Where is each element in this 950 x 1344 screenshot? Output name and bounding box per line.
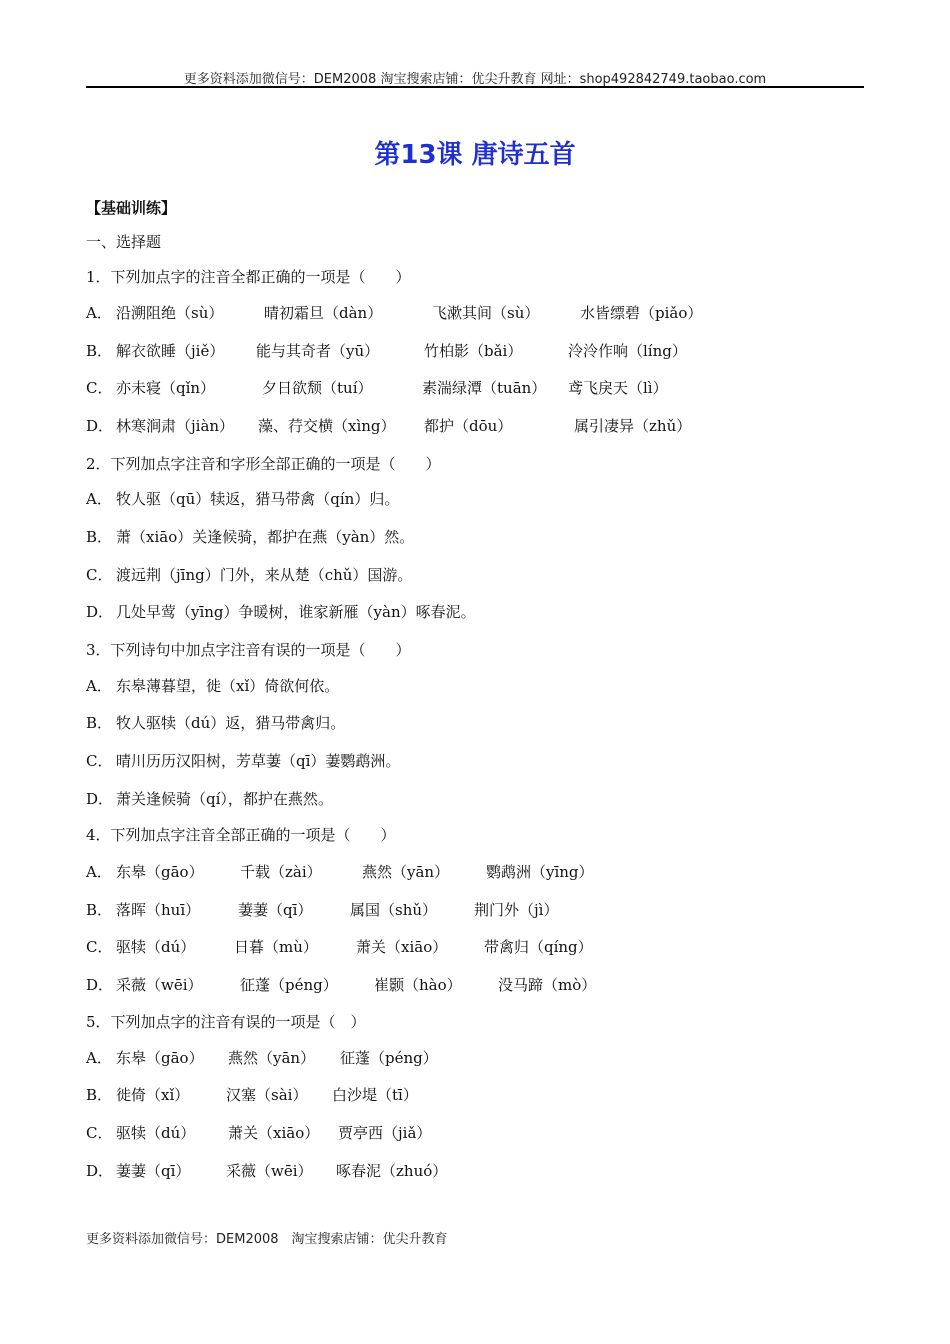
q1-b-3: 竹柏影（bǎi） <box>424 342 523 360</box>
q4-c-2: 日暮（mù） <box>234 938 318 956</box>
q1-option-c: C． 亦未寝（qǐn） 夕日欲颓（tuí） 素湍绿潭（tuān） 鸢飞戾天（lì） <box>86 379 668 397</box>
q1-stem: 1．下列加点字的注音全都正确的一项是（ ） <box>86 268 411 286</box>
q1-b-1: 解衣欲睡（jiě） <box>116 342 225 360</box>
q4-c-3: 萧关（xiāo） <box>356 938 448 956</box>
q3-option-a: A． 东皋薄暮望，徙（xǐ）倚欲何依。 <box>86 677 340 695</box>
q3-stem: 3．下列诗句中加点字注音有误的一项是（ ） <box>86 641 411 659</box>
q5-a-1: 东皋（gāo） <box>116 1049 204 1067</box>
q4-d-4: 没马蹄（mò） <box>498 976 597 994</box>
page-title: 第13课 唐诗五首 <box>374 140 576 170</box>
q4-d-1: 采薇（wēi） <box>116 976 203 994</box>
q2-stem: 2．下列加点字注音和字形全部正确的一项是（ ） <box>86 455 441 473</box>
q4-option-b: B． 落晖（huī） 萋萋（qī） 属国（shǔ） 荆门外（jì） <box>86 901 559 919</box>
q3-option-b: B． 牧人驱犊（dú）返，猎马带禽归。 <box>86 714 346 732</box>
q1-d-1: 林寒涧肃（jiàn） <box>116 417 235 435</box>
q1-a-1: 沿溯阻绝（sù） <box>116 304 224 322</box>
q1-b-2: 能与其奇者（yū） <box>256 342 380 360</box>
q5-b-2: 汉塞（sài） <box>226 1086 308 1104</box>
q5-option-c: C． 驱犊（dú） 萧关（xiāo） 贾亭西（jiǎ） <box>86 1124 432 1142</box>
q5-a-3: 征蓬（péng） <box>340 1049 438 1067</box>
q3-a-text: 东皋薄暮望，徙（xǐ）倚欲何依。 <box>116 677 340 695</box>
q1-d-3: 都护（dōu） <box>424 417 513 435</box>
q5-option-d: D． 萋萋（qī） 采薇（wēi） 啄春泥（zhuó） <box>86 1162 448 1180</box>
q1-b-4: 泠泠作响（líng） <box>568 342 687 360</box>
q4-b-4: 荆门外（jì） <box>474 901 559 919</box>
q4-d-3: 崔颢（hào） <box>374 976 462 994</box>
q4-stem: 4．下列加点字注音全部正确的一项是（ ） <box>86 826 396 844</box>
q2-a-text: 牧人驱（qū）犊返，猎马带禽（qín）归。 <box>116 490 400 508</box>
q4-a-4: 鹦鹉洲（yīng） <box>486 863 594 881</box>
page-footer: 更多资料添加微信号：DEM2008 淘宝搜索店铺：优尖升教育 <box>86 1232 448 1247</box>
q5-d-3: 啄春泥（zhuó） <box>336 1162 448 1180</box>
q1-c-3: 素湍绿潭（tuān） <box>422 379 547 397</box>
q3-d-text: 萧关逢候骑（qí），都护在燕然。 <box>116 790 333 808</box>
q1-option-b: B． 解衣欲睡（jiě） 能与其奇者（yū） 竹柏影（bǎi） 泠泠作响（líng） <box>86 342 687 360</box>
section-heading: 【基础训练】 <box>86 199 177 217</box>
subsection-heading: 一、选择题 <box>86 233 162 251</box>
q4-a-3: 燕然（yān） <box>362 863 450 881</box>
q1-a-4: 水皆缥碧（piǎo） <box>580 304 703 322</box>
q4-b-2: 萋萋（qī） <box>238 901 313 919</box>
header-rule <box>86 86 864 88</box>
q4-a-1: 东皋（gāo） <box>116 863 204 881</box>
q5-a-2: 燕然（yān） <box>228 1049 316 1067</box>
q1-d-2: 藻、荇交横（xìng） <box>258 417 396 435</box>
q4-c-4: 带禽归（qíng） <box>484 938 593 956</box>
q4-d-2: 征蓬（péng） <box>240 976 338 994</box>
q4-option-a: A． 东皋（gāo） 千载（zài） 燕然（yān） 鹦鹉洲（yīng） <box>86 863 594 881</box>
q5-option-b: B． 徙倚（xǐ） 汉塞（sài） 白沙堤（tī） <box>86 1086 418 1104</box>
q2-option-b: B． 萧（xiāo）关逢候骑，都护在燕（yàn）然。 <box>86 528 415 546</box>
page-header: 更多资料添加微信号：DEM2008 淘宝搜索店铺：优尖升教育 网址：shop492842749.taobao.com <box>183 72 767 87</box>
q5-stem: 5．下列加点字的注音有误的一项是（ ） <box>86 1013 366 1031</box>
q2-option-d: D． 几处早莺（yīng）争暖树，谁家新雁（yàn）啄春泥。 <box>86 603 476 621</box>
q2-d-text: 几处早莺（yīng）争暖树，谁家新雁（yàn）啄春泥。 <box>116 603 476 621</box>
q1-option-a: A． 沿溯阻绝（sù） 晴初霜旦（dàn） 飞漱其间（sù） 水皆缥碧（piǎo） <box>86 304 703 322</box>
q3-option-d: D． 萧关逢候骑（qí），都护在燕然。 <box>86 790 333 808</box>
q5-c-2: 萧关（xiāo） <box>228 1124 320 1142</box>
q5-c-3: 贾亭西（jiǎ） <box>338 1124 432 1142</box>
q2-c-text: 渡远荆（jīng）门外，来从楚（chǔ）国游。 <box>116 566 413 584</box>
q4-a-2: 千载（zài） <box>240 863 322 881</box>
q2-b-text: 萧（xiāo）关逢候骑，都护在燕（yàn）然。 <box>116 528 415 546</box>
q2-option-c: C． 渡远荆（jīng）门外，来从楚（chǔ）国游。 <box>86 566 413 584</box>
q1-c-2: 夕日欲颓（tuí） <box>262 379 373 397</box>
q3-c-text: 晴川历历汉阳树，芳草萋（qī）萋鹦鹉洲。 <box>116 752 401 770</box>
q4-option-d: D． 采薇（wēi） 征蓬（péng） 崔颢（hào） 没马蹄（mò） <box>86 976 597 994</box>
q3-b-text: 牧人驱犊（dú）返，猎马带禽归。 <box>116 714 346 732</box>
q4-option-c: C． 驱犊（dú） 日暮（mù） 萧关（xiāo） 带禽归（qíng） <box>86 938 593 956</box>
q5-b-1: 徙倚（xǐ） <box>116 1086 190 1104</box>
q5-b-3: 白沙堤（tī） <box>332 1086 418 1104</box>
q2-option-a: A． 牧人驱（qū）犊返，猎马带禽（qín）归。 <box>86 490 400 508</box>
q5-d-2: 采薇（wēi） <box>226 1162 313 1180</box>
q1-c-1: 亦未寝（qǐn） <box>116 379 216 397</box>
q1-a-3: 飞漱其间（sù） <box>432 304 540 322</box>
q4-b-3: 属国（shǔ） <box>350 901 438 919</box>
q4-b-1: 落晖（huī） <box>116 901 201 919</box>
q1-d-4: 属引凄异（zhǔ） <box>574 417 692 435</box>
q1-c-4: 鸢飞戾天（lì） <box>568 379 668 397</box>
q5-option-a: A． 东皋（gāo） 燕然（yān） 征蓬（péng） <box>86 1049 438 1067</box>
q4-c-1: 驱犊（dú） <box>116 938 196 956</box>
q3-option-c: C． 晴川历历汉阳树，芳草萋（qī）萋鹦鹉洲。 <box>86 752 401 770</box>
q1-option-d: D． 林寒涧肃（jiàn） 藻、荇交横（xìng） 都护（dōu） 属引凄异（zhǔ） <box>86 417 692 435</box>
q1-a-2: 晴初霜旦（dàn） <box>264 304 383 322</box>
q5-d-1: 萋萋（qī） <box>116 1162 191 1180</box>
q5-c-1: 驱犊（dú） <box>116 1124 196 1142</box>
